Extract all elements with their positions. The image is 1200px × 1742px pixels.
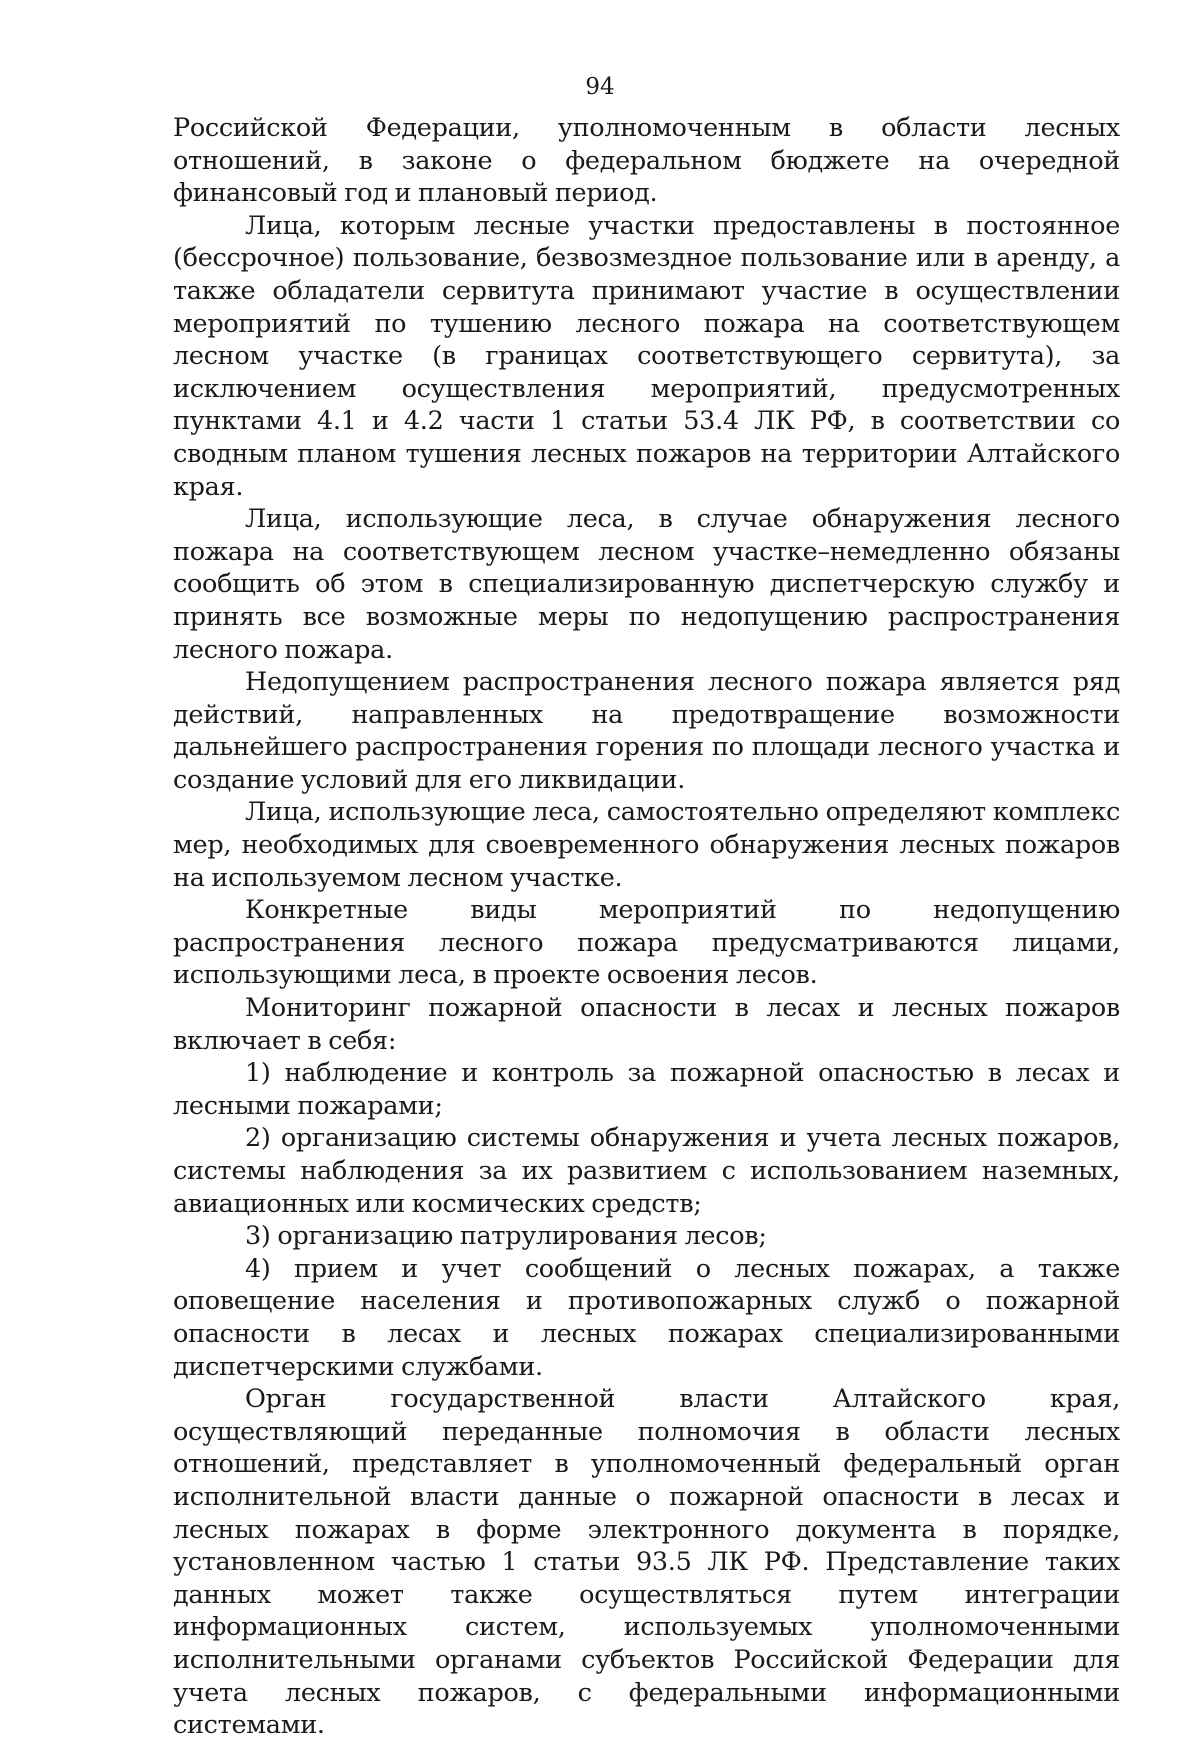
paragraph: Мониторинг пожарной опасности в лесах и лесных пожаров включает в себя: xyxy=(173,993,1120,1056)
paragraph: Лица, использующие леса, в случае обнаружения лесного пожара на соответствующем лесном участке–немедленно обязаны сообщить об этом в специализированную диспетчерскую службу и принять все возможные меры по недопущению распространения лесного пожара. xyxy=(173,504,1120,665)
list-item: 3) организацию патрулирования лесов; xyxy=(245,1221,767,1252)
paragraph: Недопущением распространения лесного пожара является ряд действий, направленных на предотвращение возможности дальнейшего распространения горения по площади лесного участка и создание условий для его ликвидации. xyxy=(173,667,1120,795)
paragraph-continued: Российской Федерации, уполномоченным в области лесных отношений, в законе о федеральном бюджете на очередной финансовый год и плановый период. xyxy=(173,113,1120,209)
paragraph: Конкретные виды мероприятий по недопущению распространения лесного пожара предусматриваются лицами, использующими леса, в проекте освоения лесов. xyxy=(173,895,1120,991)
paragraph: Лица, которым лесные участки предоставлены в постоянное (бессрочное) пользование, безвозмездное пользование или в аренду, а также обладатели сервитута принимают участие в осуществлении мероприятий по тушению лесного пожара на соответствующем лесном участке (в границах соответствующего сервитута), за исключением осуществления мероприятий, предусмотренных пунктами 4.1 и 4.2 части 1 статьи 53.4 ЛК РФ, в соответствии со сводным планом тушения лесных пожаров на территории Алтайского края. xyxy=(173,210,1120,502)
page-number: 94 xyxy=(585,74,615,100)
list-item: 1) наблюдение и контроль за пожарной опасностью в лесах и лесными пожарами; xyxy=(173,1058,1120,1121)
list-item: 2) организацию системы обнаружения и учета лесных пожаров, системы наблюдения за их развитием с использованием наземных, авиационных или космических средств; xyxy=(173,1123,1120,1219)
paragraph: Лица, использующие леса, самостоятельно определяют комплекс мер, необходимых для своевременного обнаружения лесных пожаров на используемом лесном участке. xyxy=(173,797,1120,893)
list-item: 4) прием и учет сообщений о лесных пожарах, а также оповещение населения и противопожарных служб о пожарной опасности в лесах и лесных пожарах специализированными диспетчерскими службами. xyxy=(173,1253,1120,1382)
document-body xyxy=(173,112,1120,1742)
paragraph: Орган государственной власти Алтайского края, осуществляющий переданные полномочия в области лесных отношений, представляет в уполномоченный федеральный орган исполнительной власти данные о пожарной опасности в лесах и лесных пожарах в форме электронного документа в порядке, установленном частью 1 статьи 93.5 ЛК РФ. Представление таких данных может также осуществляться путем интеграции информационных систем, используемых уполномоченными исполнительными органами субъектов Российской Федерации для учета лесных пожаров, с федеральными информационными системами. xyxy=(173,1384,1120,1741)
